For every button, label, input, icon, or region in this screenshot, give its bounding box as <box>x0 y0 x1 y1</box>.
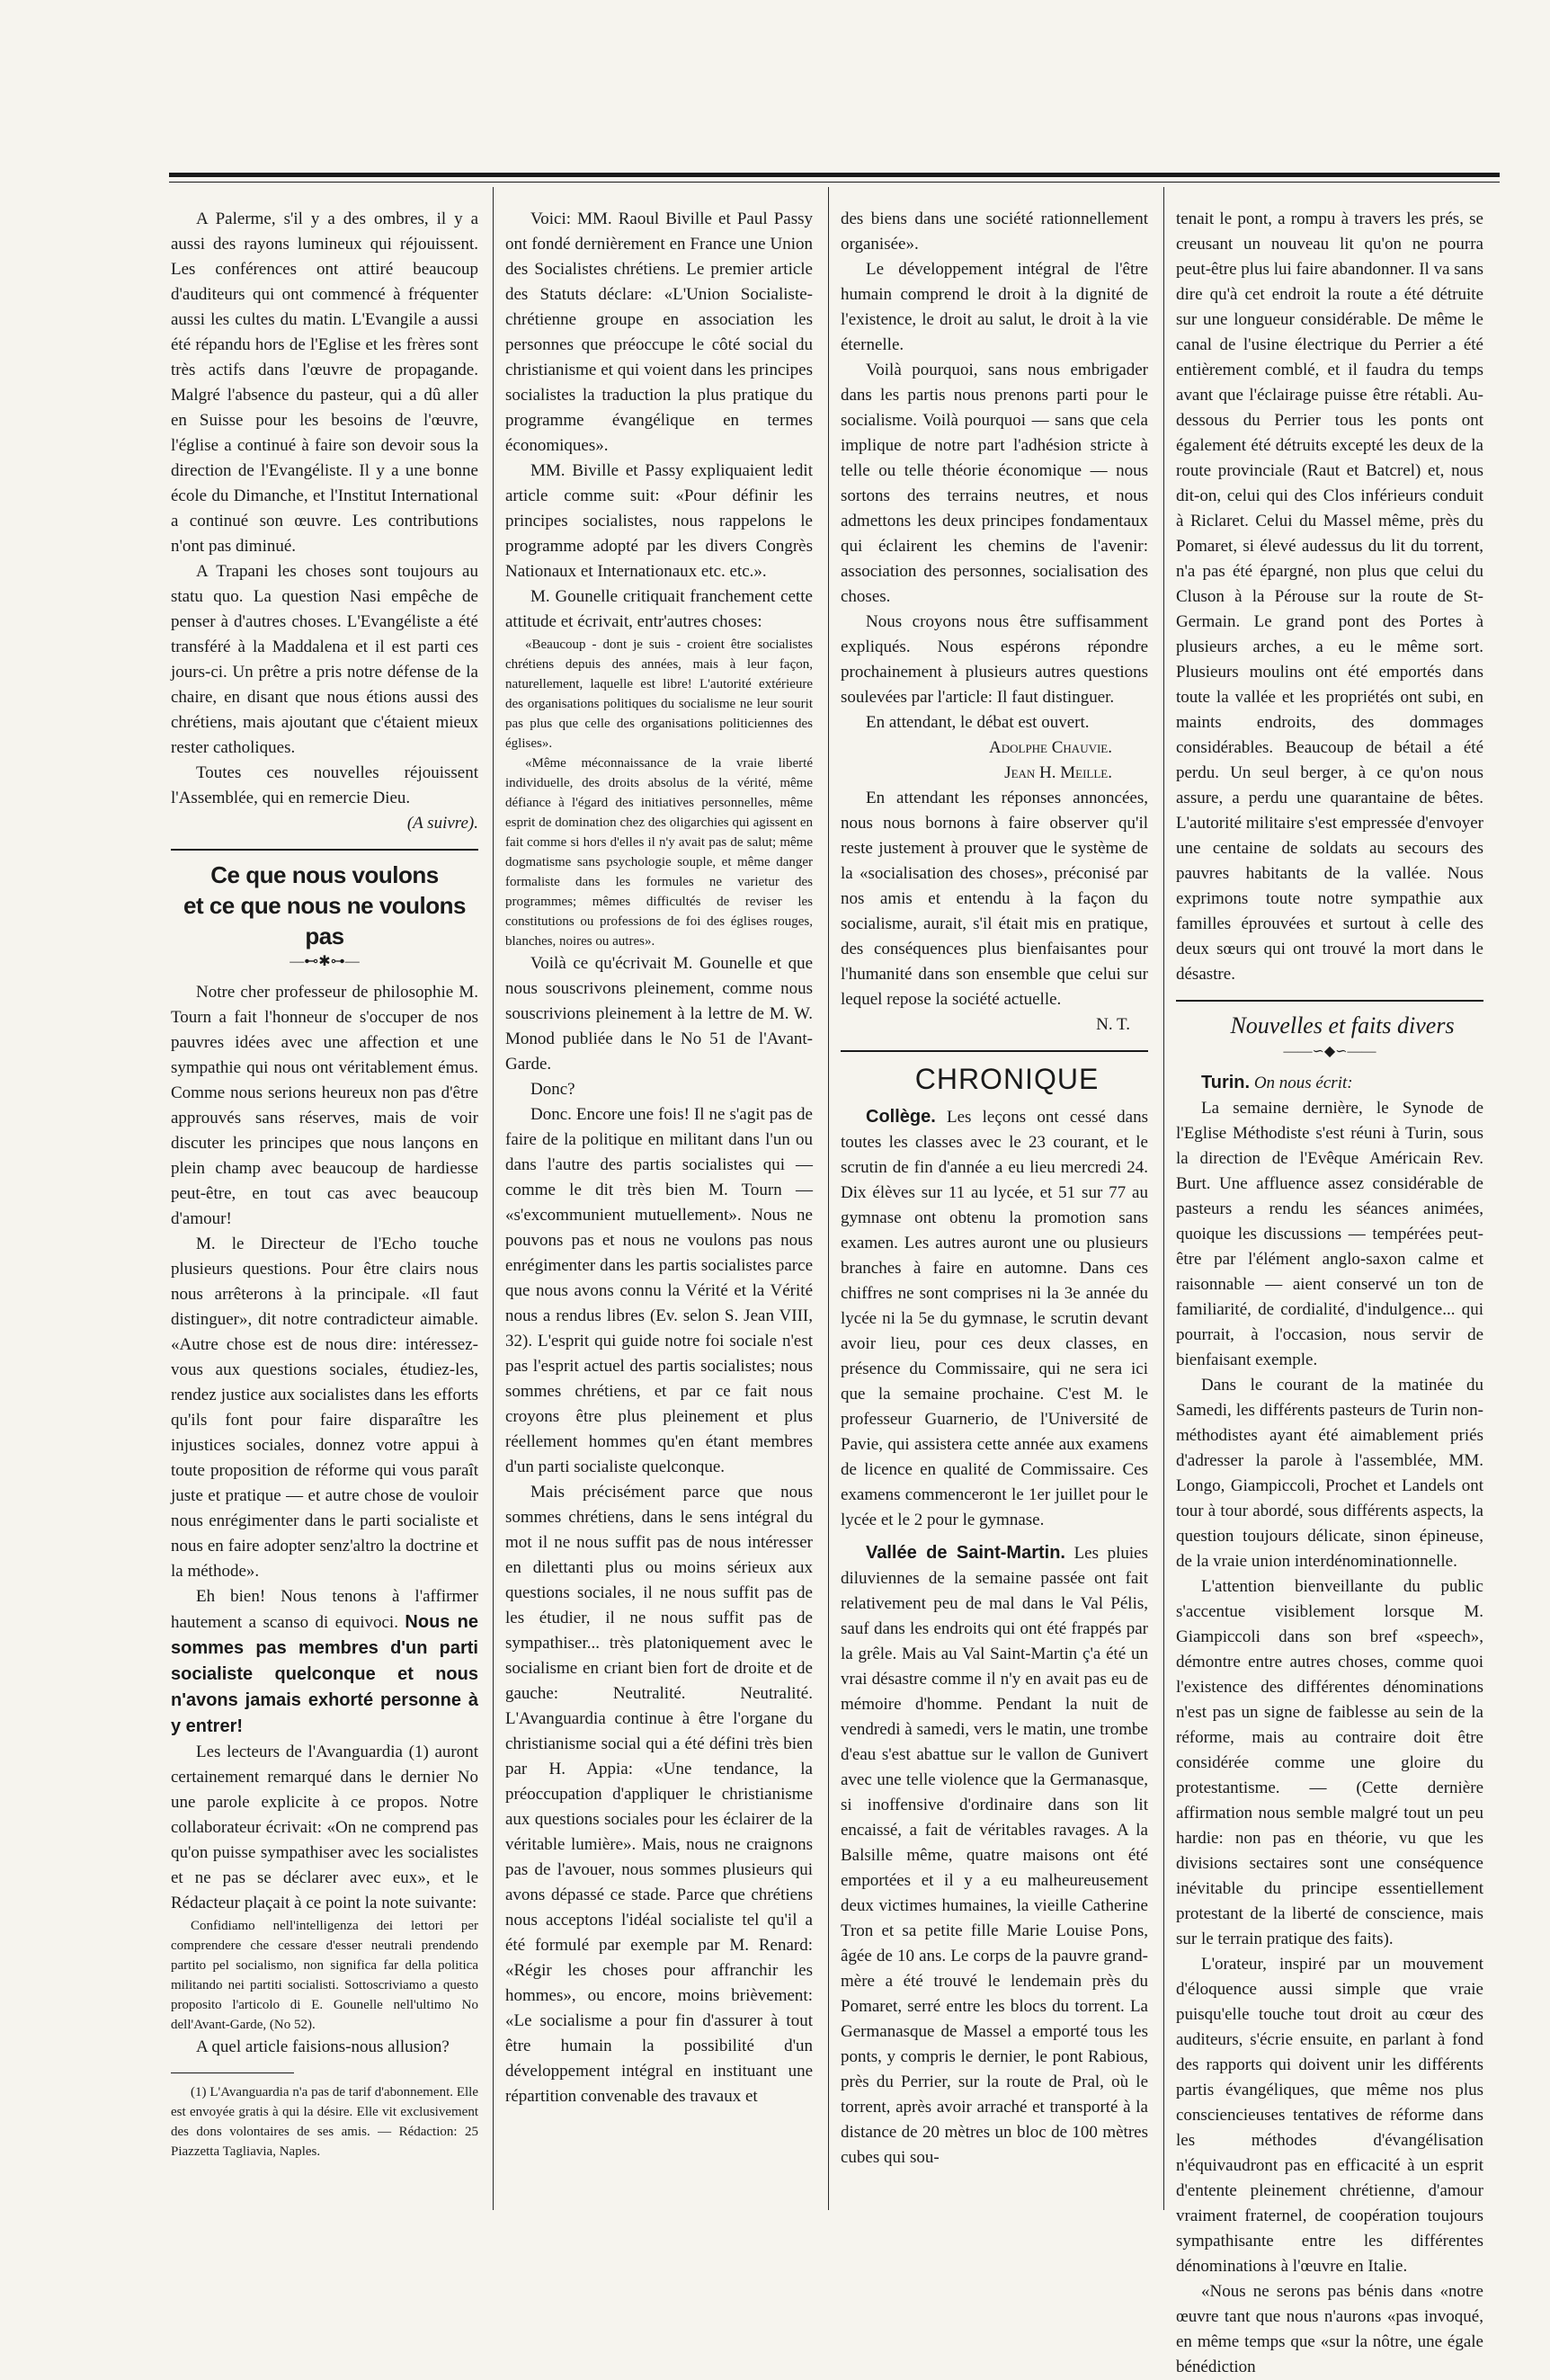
col4-paragraph-0: tenait le pont, a rompu à travers les prés, se creusant un nouveau lit qu'on ne pourra peut-être plus lui faire abandonner. Il va sans dire qu'à cet endroit la route a été détruite sur une longueur considérable. De même le canal de l'usine électrique du Perrier a été entièrement comblé, et il faudra du temps avant que l'éclairage puisse être rétabli. Au-dessous du Perrier tous les ponts ont également été détruits excepté les deux de la route provinciale (Raut et Batcrel) et, nous dit-on, celui qui des Clos inférieurs conduit à Riclaret. Celui du Massel même, près du Pomaret, si élevé audessus du lit du torrent, n'a pas été épargné, non plus que celui du Cluson à la Pérouse sur la route de St-Germain. Le grand pont des Portes à plusieurs arches, a eu le même sort. Plusieurs moulins ont été emportés dans toute la vallée et les propriétés ont subi, en maints endroits, des dommages considérables. Beaucoup de bétail a été perdu. Un seul berger, à ce qu'on nous assure, a perdu une quarantaine de bêtes. L'autorité militaire s'est empressée d'envoyer une centaine de soldats au secours des pauvres habitants de la vallée. Nous exprimons toute notre sympathie aux familles éprouvées et surtout à celle des deux sœurs qui ont trouvé la mort dans le désastre. <box>1176 209 1483 984</box>
turin-paragraph-4: L'orateur, inspiré par un mouvement d'éloquence aussi simple que vraie puisqu'elle touche tout droit au cœur des auditeurs, s'écrie ensuite, en parlant à fond des rapports qui doivent unir les différents partis évangéliques, que même nos plus consciencieuses tentatives de réforme dans les méthodes d'évangélisation n'équivaudront pas en efficacité à un esprit d'entente pleinement chrétienne, d'amour vraiment fraternel, de coopération toujours sympathisante entre les différentes dénominations à l'œuvre en Italie. <box>1176 1955 1483 2276</box>
col2-paragraph-7: Mais précisément parce que nous sommes chrétiens, dans le sens intégral du mot il ne nous suffit pas de nous intéresser en dilettanti plus ou moins sérieux aux questions sociales, il ne nous suffit pas de les étudier, il ne nous suffit pas de sympathiser... très platoniquement avec le socialisme en criant bien fort de droite et de gauche: Neutralité. Neutralité. L'Avanguardia continue à être l'organe du christianisme social qui a été défini très bien par H. Appia: «Une tendance, la préoccupation d'appliquer le christianisme aux questions sociales pour les éclairer de la véritable lumière». Mais, nous ne craignons pas de l'avouer, nous sommes plusieurs qui avons dépassé ce stade. Parce que chrétiens nous acceptons l'idéal socialiste tel qu'il a été formulé par exemple par M. Renard: «Régir les choses pour affranchir les hommes», ou encore, moins brièvement: «Le socialisme a pour fin d'assurer à tout être humain la possibilité d'un développement intégral en instituant une répartition convenable des travaux et <box>505 1483 813 2106</box>
col2-paragraph-2: MM. Biville et Passy expliquaient ledit article comme suit: «Pour définir les principes socialistes, nous rappelons le programme adopté par les divers Congrès Nationaux et Internationaux etc. etc.». <box>505 461 813 581</box>
col2-paragraph-1: Voici: MM. Raoul Biville et Paul Passy ont fondé dernièrement en France une Union des Socialistes chrétiens. Le premier article des Statuts déclare: «L'Union Socialiste-chrétienne groupe en association les personnes que préoccupe le côté social du christianisme et qui voient dans les principes socialistes la traduction la plus pratique du programme évangélique en termes économiques». <box>505 209 813 455</box>
gounelle-quote: «Beaucoup - dont je suis - croient être socialistes chrétiens depuis des années, mais à leur façon, naturellement, laquelle est libre! L'autorité extérieure des organisations politiques du socialisme ne leur sourit pas plus que celle des organisations politiciennes des églises». «Même méconnaissance de la vraie liberté individuelle, des droits absolus de la vérité, même défiance à l'égard des initiatives personnelles, même esprit de domination chez des oligarchies qui agissent en fait comme si hors d'elles il n'y avait pas de salut; même dogmatisme sans psychologie souple, et même danger formaliste dans les formules ne varietur des programmes; mêmes difficultés de reviser les constitutions ou professions de foi des églises rouges, blanches, noires ou autres». <box>505 637 813 949</box>
initials-nt: N. T. <box>1096 1015 1130 1034</box>
column-divider <box>1163 187 1164 2210</box>
article-paragraph-1: Notre cher professeur de philosophie M. Tourn a fait l'honneur de s'occuper de nos pauvres idées avec une affection et une sympathie qui nous ont véritablement émus. Comme nous serions heureux non pas d'être approuvés sans réserves, mais de voir discuter les principes que nous lançons en plein champ avec beaucoup de hardiesse peut-être, en tout cas avec beaucoup d'amour! <box>171 983 478 1228</box>
turin-paragraph-3: L'attention bienveillante du public s'accentue visiblement lorsque M. Giampiccoli dans son bref «speech», démontre entre autres choses, comme quoi l'existence des différentes dénominations n'est pas un signe de faiblesse au sein de la réforme, mais au contraire doit être considérée comme une gloire du protestantisme. — (Cette dernière affirmation nous semble malgré tout un peu hardie: non pas en théorie, vu que les divisions sectaires sont une conséquence inévitable du principe essentiellement protestant de la liberté de conscience, mais sur le terrain pratique des faits). <box>1176 1577 1483 1948</box>
col3-paragraph-5: En attendant les réponses annoncées, nous nous bornons à faire observer qu'il reste justement à prouver que le système de la «socialisation des choses», préconisé par nos amis et entendu à la façon du socialisme, aurait, s'il était mis en pratique, des conséquences plus bienfaisantes pour l'humanité dans son ensemble que celui sur lequel repose la société actuelle. <box>841 789 1148 1009</box>
a-suivre: (A suivre). <box>406 814 478 833</box>
article-paragraph-5: A quel article faisions-nous allusion? <box>196 2037 450 2056</box>
vallee-paragraph: Vallée de Saint-Martin. Les pluies diluviennes de la semaine passée ont fait relativement peu de mal dans le Val Pélis, sauf dans les endroits qui ont été frappés par la grêle. Mais au Val Saint-Martin ç'a été un vrai désastre comme il n'y en avait pas eu de mémoire d'homme. Pendant la nuit de vendredi à samedi, vers le matin, une trombe d'eau s'est abattue sur le vallon de Gunivert avec une telle violence que la Germanasque, si inoffensive d'ordinaire dans son lit encaissé, a fait de véritables ravages. A la Balsille même, quatre maisons ont été emportées et il y a eu malheureusement deux victimes humaines, la vieille Catherine Tron et sa petite fille Marie Louise Pons, âgée de 10 ans. Le corps de la pauvre grand-mère a été trouvé le lendemain près du Pomaret, serré entre les blocs du torrent. La Germanasque de Massel a emporté tous les ponts, y compris le dernier, le pont Rabious, près du Perrier, sur la route de Pral, où le torrent, après avoir arraché et transporté à la distance de 20 mètres un bloc de 100 mètres cubes qui sou- <box>841 1543 1148 2167</box>
nouvelles-heading: Nouvelles et faits divers <box>1230 1012 1455 1038</box>
quoted-note: Confidiamo nell'intelligenza dei lettori per comprendere che cessare d'esser neutrali prendendo partito pel socialismo, non significa far della politica militando nei partiti socialisti. Sottoscriviamo a questo proposito l'articolo di E. Gounelle nell'ultimo No dell'Avant-Garde, (No 52). <box>171 1919 478 2032</box>
turin-paragraph: Turin. On nous écrit: <box>1201 1073 1353 1092</box>
col2-paragraph-3: M. Gounelle critiquait franchement cette attitude et écrivait, entr'autres choses: <box>505 587 813 631</box>
column-divider <box>828 187 829 2210</box>
section-separator <box>1176 1000 1483 1002</box>
article-paragraph-4: Les lecteurs de l'Avanguardia (1) auront certainement remarqué dans le dernier No une parole explicite à ce propos. Notre collaborateur écrivait: «On ne comprend pas qu'on puisse sympathiser avec les socialistes et ne pas se déclarer avec eux», et le Rédacteur plaçait à ce point la note suivante: <box>171 1743 478 1912</box>
col3-paragraph-3: Nous croyons nous être suffisamment expliqués. Nous espérons répondre prochainement à plusieurs autres questions soulevées par l'article: Il faut distinguer. <box>841 612 1148 707</box>
col3-paragraph-4: En attendant, le débat est ouvert. <box>866 713 1090 732</box>
article-paragraph-3: Eh bien! Nous tenons à l'affirmer hautement a scanso di equivoci. Nous ne sommes pas membres d'un parti socialiste quelconque et nous n'avons jamais exhorté personne à y entrer! <box>171 1587 478 1736</box>
paragraph-nouvelles: Toutes ces nouvelles réjouissent l'Assemblée, qui en remercie Dieu. <box>171 763 478 807</box>
column-2 <box>505 207 813 2212</box>
signature-1: Adolphe Chauvie. <box>989 738 1112 757</box>
top-rule-thin <box>169 182 1500 183</box>
col2-paragraph-5: Donc? <box>530 1080 575 1099</box>
article-title-line-2: et ce que nous ne voulons pas <box>183 892 466 949</box>
ornament-divider: —⊷✱⊶— <box>290 954 360 969</box>
section-separator <box>171 849 478 851</box>
chronique-heading: CHRONIQUE <box>914 1063 1100 1095</box>
paragraph-trapani: A Trapani les choses sont toujours au statu quo. La question Nasi empêche de penser à d'autres choses. L'Evangéliste a été transféré à la Maddalena et il est parti ces jours-ci. Un prêtre a pris notre défense de la chaire, en disant que nous étions aussi des chrétiens, mais ajoutant que c'étaient mieux rester catholiques. <box>171 562 478 757</box>
col2-paragraph-4: Voilà ce qu'écrivait M. Gounelle et que nous souscrivons pleinement, comme nous souscrivions pleinement à la lettre de M. W. Monod publiée dans le No 51 de l'Avant-Garde. <box>505 954 813 1074</box>
col2-paragraph-6: Donc. Encore une fois! Il ne s'agit pas de faire de la politique en militant dans l'un ou dans l'autre des partis socialistes qui — comme le dit très bien M. Tourn — «s'excommunient mutuellement». Nous ne pouvons pas et nous ne voulons pas nous enrégimenter dans les partis socialistes parce que nous avons connu la Vérité et la Vérité nous a rendus libres (Ev. selon S. Jean VIII, 32). L'esprit qui guide notre foi sociale n'est pas l'esprit actuel des partis socialistes; nous sommes chrétiens, et par ce fait nous croyons être plus pleinement et plus réellement hommes qu'en étant membres d'un parti socialiste quelconque. <box>505 1105 813 1476</box>
column-divider <box>493 187 494 2210</box>
ornament-divider: ——∽◆∽—— <box>1283 1044 1376 1059</box>
col3-paragraph-0: des biens dans une société rationnellement organisée». <box>841 209 1148 254</box>
column-1 <box>171 207 478 2212</box>
turin-paragraph-5: «Nous ne serons pas bénis dans «notre œuvre tant que nous n'aurons «pas invoqué, en même temps que «sur la nôtre, une égale bénédiction <box>1176 2282 1483 2376</box>
column-4 <box>1176 207 1483 2376</box>
turin-paragraph-1: La semaine dernière, le Synode de l'Eglise Méthodiste s'est réuni à Turin, sous la direction de l'Evêque Américain Rev. Burt. Une affluence assez considérable de pasteurs a rendu les séances animées, quoique les discussions — tempérées peut-être par l'élément anglo-saxon calme et raisonnable — aient conservé un ton de familiarité, de cordialité, d'indulgence... qui pourrait, à l'occasion, nous servir de bienfaisant exemple. <box>1176 1099 1483 1369</box>
column-3 <box>841 207 1148 2212</box>
signature-2: Jean H. Meille. <box>1004 763 1112 782</box>
footnote-rule <box>171 2072 294 2073</box>
col3-paragraph-1: Le développement intégral de l'être humain comprend le droit à la dignité de l'existence, le droit au salut, le droit à la vie éternelle. <box>841 260 1148 354</box>
section-separator <box>841 1050 1148 1052</box>
top-rule-thick <box>169 173 1500 177</box>
footnote: (1) L'Avanguardia n'a pas de tarif d'abonnement. Elle est envoyée gratis à qui la désire. Elle vit exclusivement des dons volontaires de ses amis. — Rédaction: 25 Piazzetta Tagliavia, Naples. <box>171 2085 478 2159</box>
college-paragraph: Collège. Les leçons ont cessé dans toutes les classes avec le 23 courant, et le scrutin de fin d'année a eu lieu mercredi 24. Dix élèves sur 11 au lycée, et 51 sur 77 au gymnase ont obtenu la promotion sans examen. Les autres auront une ou plusieurs branches à faire en automne. Dans ces chiffres ne sont comprises ni la 3e année du lycée ni la 5e du gymnase, le scrutin devant avoir lieu, pour ces deux classes, en présence du Commissaire, qui ne sera ici que la semaine prochaine. C'est M. le professeur Guarnerio, de l'Université de Pavie, qui assistera cette année aux examens de licence en qualité de Commissaire. Ces examens commenceront le 1er juillet pour le lycée et le 2 pour le gymnase. <box>841 1107 1149 1529</box>
article-title-line-1: Ce que nous voulons <box>210 861 439 888</box>
turin-paragraph-2: Dans le courant de la matinée du Samedi, les différents pasteurs de Turin non-méthodistes ayant été aimablement priés d'adresser la parole à l'assemblée, MM. Longo, Giampiccoli, Prochet et Landels ont tour à tour abordé, sous différents aspects, la question toujours délicate, sinon épineuse, de la vraie union interdénominationnelle. <box>1176 1376 1483 1571</box>
paragraph-palerme: A Palerme, s'il y a des ombres, il y a aussi des rayons lumineux qui réjouissent. Les conférences ont attiré beaucoup d'auditeurs qui ont commencé à fréquenter aussi les cultes du matin. L'Evangile a aussi été répandu hors de l'Eglise et les frères sont très actifs dans l'œuvre de propagande. Malgré l'absence du pasteur, qui a dû aller en Suisse pour les besoins de l'œuvre, l'église a continué à faire son devoir sous la direction de l'Evangéliste. Il y a une bonne école du Dimanche, et l'Institut International a continué son œuvre. Les contributions n'ont pas diminué. <box>171 209 478 556</box>
article-paragraph-2: M. le Directeur de l'Echo touche plusieurs questions. Pour être clairs nous nous arrêterons à la principale. «Il faut distinguer», dit notre contradicteur aimable. «Autre chose est de nous dire: intéressez-vous aux questions sociales, étudiez-les, rendez justice aux socialistes dans les efforts qu'ils font pour faire disparaître les injustices sociales, donnez votre appui à toute proposition de réforme qui vous paraît juste et pratique — et autre chose de vouloir nous enrégimenter dans le parti socialiste et nous en faire adopter senz'altro la doctrine et la méthode». <box>171 1235 478 1581</box>
col3-paragraph-2: Voilà pourquoi, sans nous embrigader dans les partis nous prenons parti pour le socialisme. Voilà pourquoi — sans que cela implique de notre part l'adhésion stricte à telle ou telle théorie économique — nous sortons des terrains neutres, et nous admettons les deux principes fondamentaux qui éclairent les chemins de l'avenir: association des personnes, socialisation des choses. <box>841 361 1148 606</box>
